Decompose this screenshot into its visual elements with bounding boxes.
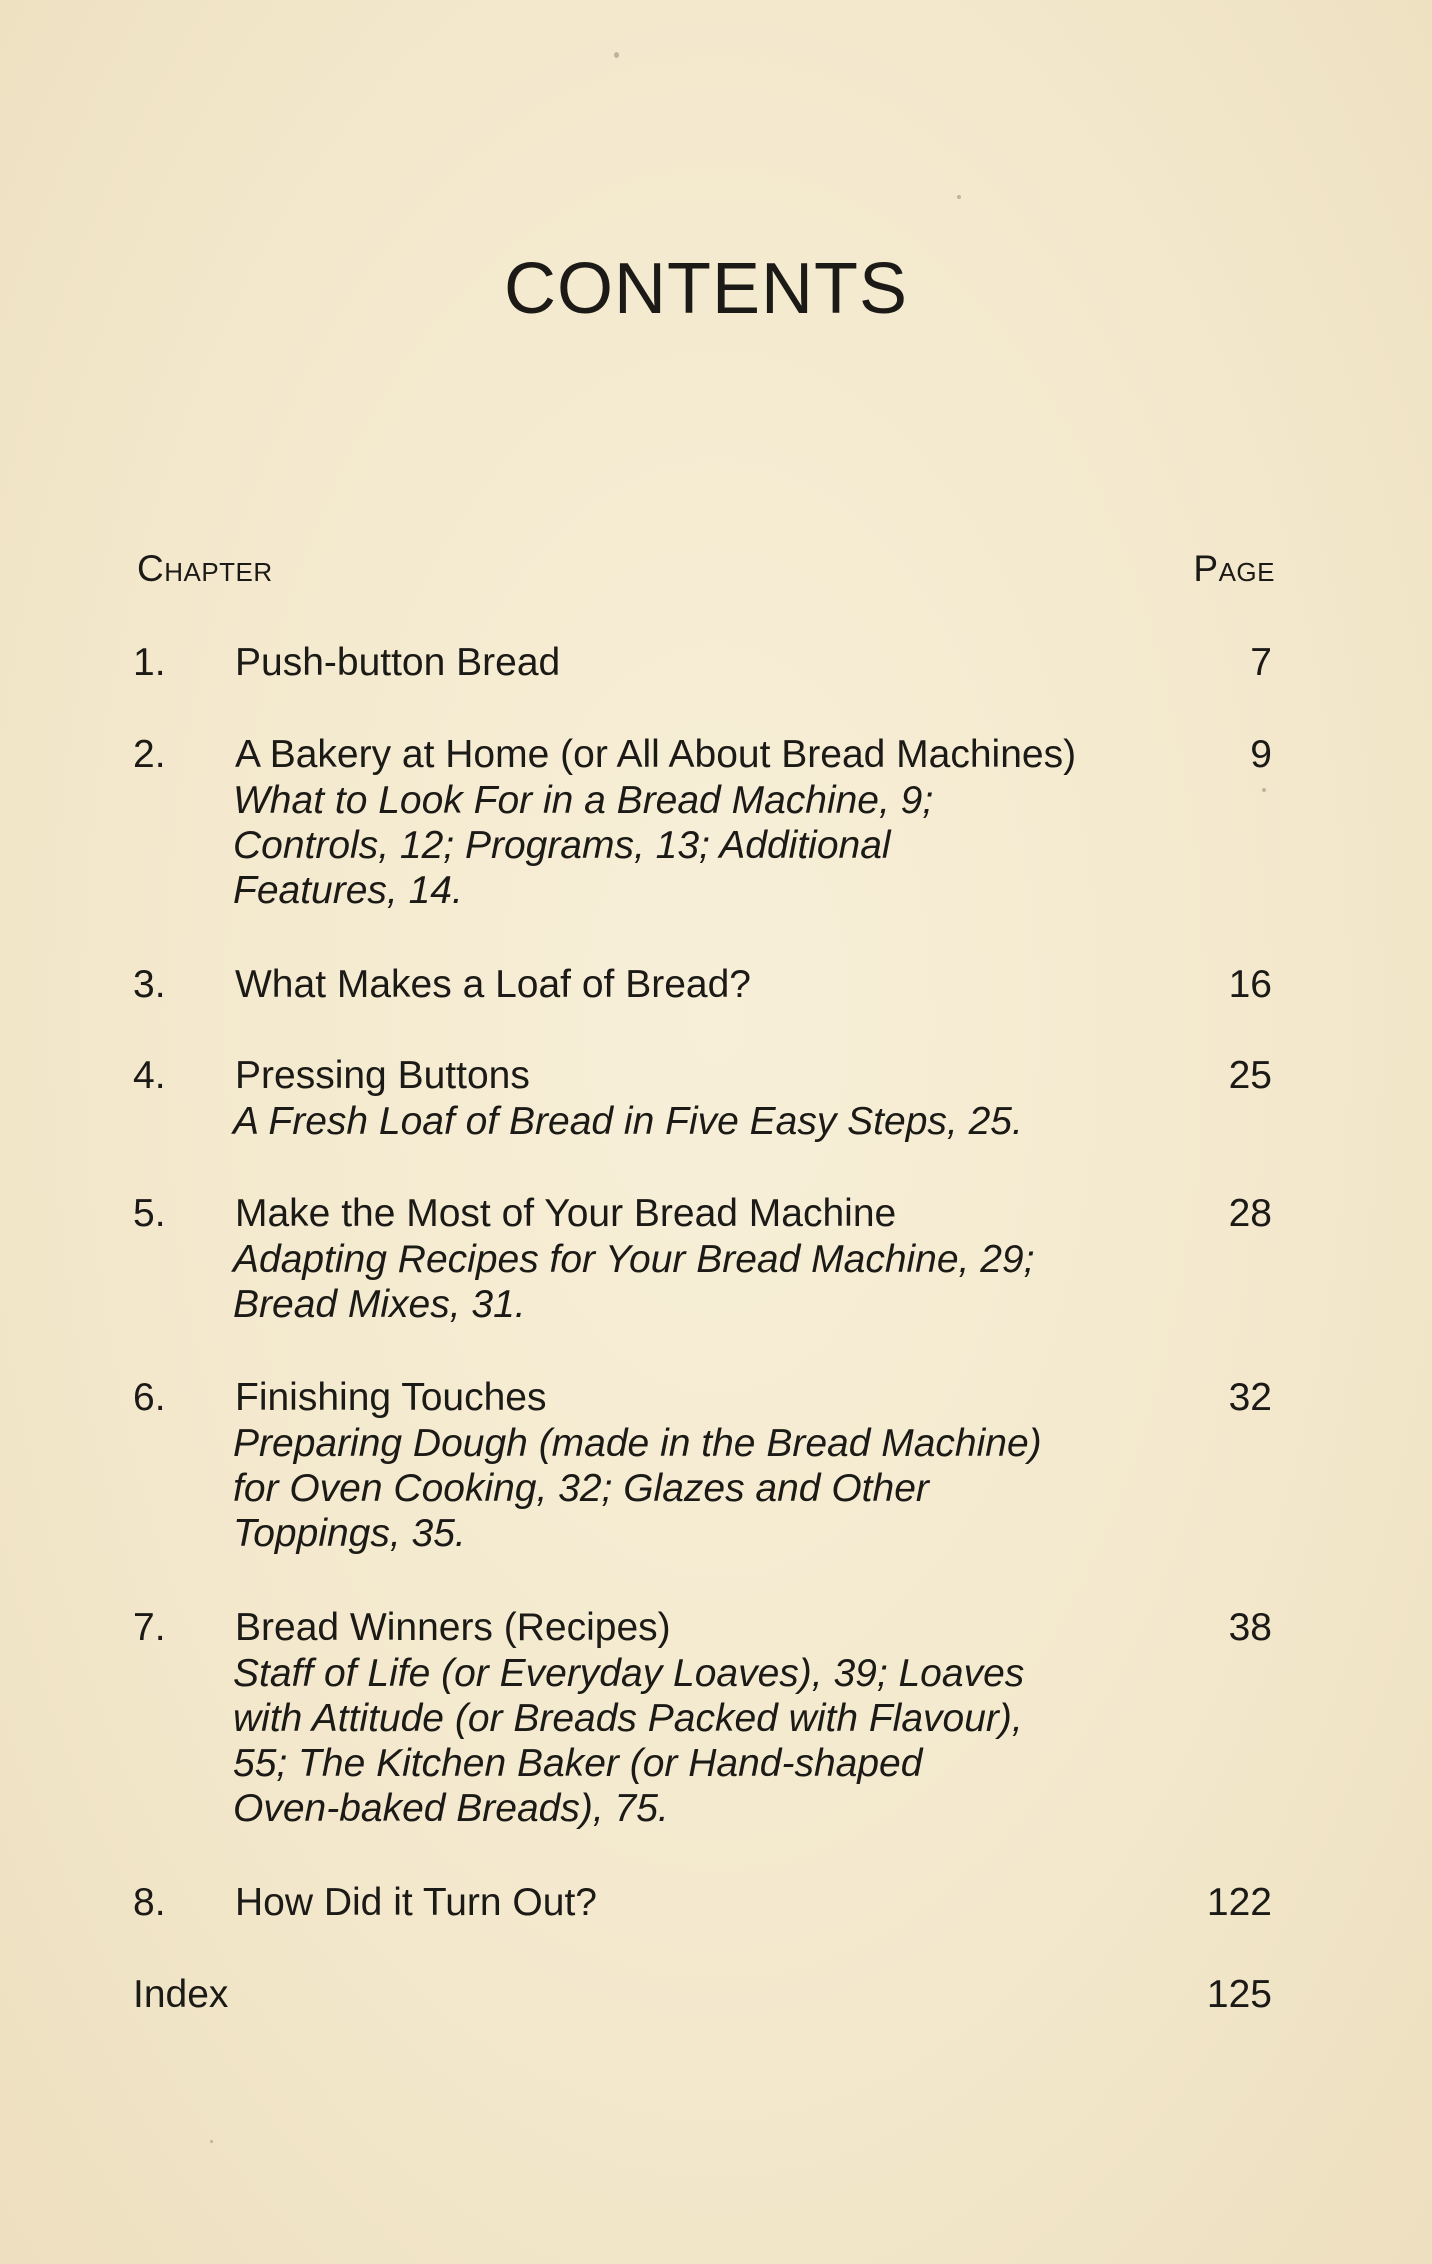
paper-speck — [1262, 788, 1266, 792]
subtopic-line: with Attitude (or Breads Packed with Flavour), — [233, 1697, 1023, 1740]
chapter-number: 1. — [133, 641, 166, 684]
page-number: 38 — [1228, 1606, 1272, 1649]
page-number: 9 — [1250, 733, 1272, 776]
chapter-number: 6. — [133, 1376, 166, 1419]
page-number: 28 — [1228, 1192, 1272, 1235]
chapter-title: Pressing Buttons — [235, 1054, 530, 1097]
chapter-title: What Makes a Loaf of Bread? — [235, 963, 751, 1006]
chapter-number: 5. — [133, 1192, 166, 1235]
chapter-title: Push-button Bread — [235, 641, 561, 684]
paper-speck — [614, 52, 619, 58]
subtopic-line: Toppings, 35. — [233, 1512, 466, 1555]
chapter-number: 3. — [133, 963, 166, 1006]
page-number: 7 — [1250, 641, 1272, 684]
index-label: Index — [133, 1973, 229, 2016]
chapter-subtopics — [233, 1237, 1153, 1327]
subtopic-line: for Oven Cooking, 32; Glazes and Other — [233, 1467, 929, 1510]
subtopic-line: Bread Mixes, 31. — [233, 1283, 526, 1326]
chapter-subtopics — [233, 778, 1153, 913]
chapter-title: A Bakery at Home (or All About Bread Machines) — [235, 733, 1077, 776]
chapter-column-header: Chapter — [137, 548, 273, 589]
chapter-number: 7. — [133, 1606, 166, 1649]
subtopic-line: Controls, 12; Programs, 13; Additional — [233, 824, 891, 867]
page-column-header: Page — [1193, 548, 1275, 589]
paper-speck — [957, 195, 961, 199]
paper-speck — [210, 2140, 213, 2143]
subtopic-line: What to Look For in a Bread Machine, 9; — [233, 779, 934, 822]
chapter-number: 4. — [133, 1054, 166, 1097]
page-number: 122 — [1206, 1881, 1272, 1924]
chapter-number: 2. — [133, 733, 166, 776]
subtopic-line: 55; The Kitchen Baker (or Hand-shaped — [233, 1742, 923, 1785]
page-number: 32 — [1228, 1376, 1272, 1419]
subtopic-line: A Fresh Loaf of Bread in Five Easy Steps, 25. — [233, 1100, 1023, 1143]
subtopic-line: Staff of Life (or Everyday Loaves), 39; Loaves — [233, 1652, 1025, 1695]
chapter-title: Make the Most of Your Bread Machine — [235, 1192, 897, 1235]
chapter-subtopics — [233, 1099, 1153, 1144]
subtopic-line: Adapting Recipes for Your Bread Machine, 29; — [233, 1238, 1035, 1281]
chapter-title: Finishing Touches — [235, 1376, 547, 1419]
chapter-title: Bread Winners (Recipes) — [235, 1606, 671, 1649]
chapter-subtopics — [233, 1421, 1153, 1556]
chapter-number: 8. — [133, 1881, 166, 1924]
subtopic-line: Preparing Dough (made in the Bread Machine) — [233, 1422, 1042, 1465]
subtopic-line: Features, 14. — [233, 869, 463, 912]
chapter-title: How Did it Turn Out? — [235, 1881, 597, 1924]
page-title: CONTENTS — [504, 249, 908, 329]
page-number: 25 — [1228, 1054, 1272, 1097]
page-number: 16 — [1228, 963, 1272, 1006]
chapter-subtopics — [233, 1651, 1153, 1831]
subtopic-line: Oven-baked Breads), 75. — [233, 1787, 669, 1830]
page-number: 125 — [1206, 1973, 1272, 2016]
